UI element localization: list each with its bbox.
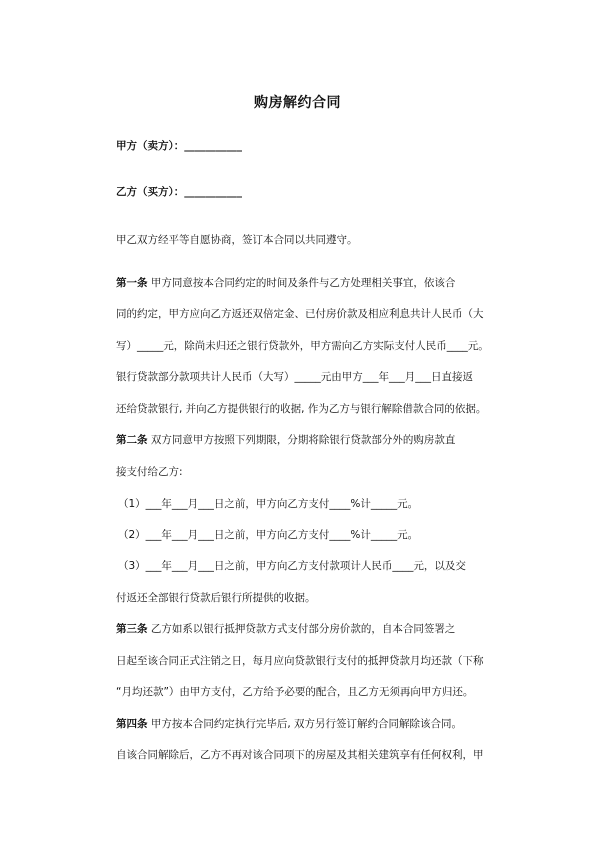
article-3-line-3: “月均还款”）由甲方支付，乙方给予必要的配合，且乙方无须再向甲方归还。 bbox=[116, 686, 474, 698]
party-b-line: 乙方（买方）：___________ bbox=[116, 186, 242, 198]
article-3-line-1: 第三条 乙方如系以银行抵押贷款方式支付部分房价款的，自本合同签署之 bbox=[116, 623, 456, 635]
article-3-heading: 第三条 bbox=[116, 623, 148, 635]
article-1-line-1: 第一条 甲方同意按本合同约定的时间及条件与乙方处理相关事宜，依该合 bbox=[116, 277, 456, 289]
article-1-line-3: 写）_____元，除尚未归还之银行贷款外，甲方需向乙方实际支付人民币____元。 bbox=[116, 340, 489, 352]
article-1-line-2: 同的约定，甲方应向乙方返还双倍定金、已付房价款及相应利息共计人民币（大 bbox=[116, 308, 484, 320]
payment-item-3: （3）___年___月___日之前，甲方向乙方支付款项计人民币____元，以及交 bbox=[118, 560, 466, 572]
article-4-heading: 第四条 bbox=[116, 718, 148, 730]
payment-item-2: （2）___年___月___日之前，甲方向乙方支付____%计_____元。 bbox=[118, 529, 419, 541]
article-2-heading: 第二条 bbox=[116, 434, 148, 446]
intro-text: 甲乙双方经平等自愿协商，签订本合同以共同遵守。 bbox=[116, 234, 358, 246]
document-title: 购房解约合同 bbox=[254, 95, 341, 111]
article-4-line-1: 第四条 甲方按本合同约定执行完毕后, 双方另行签订解约合同解除该合同。 bbox=[116, 718, 463, 730]
payment-item-3-cont: 付返还全部银行贷款后银行所提供的收据。 bbox=[116, 592, 316, 604]
article-2-line-1: 第二条 双方同意甲方按照下列期限，分期将除银行贷款部分外的购房款直 bbox=[116, 434, 456, 446]
party-a-line: 甲方（卖方）：___________ bbox=[116, 140, 242, 152]
article-2-line-2: 接支付给乙方: bbox=[116, 466, 183, 478]
article-1-heading: 第一条 bbox=[116, 277, 148, 289]
article-3-line-2: 日起至该合同正式注销之日，每月应向贷款银行支付的抵押贷款月均还款（下称 bbox=[116, 655, 484, 667]
article-4-line-2: 自该合同解除后，乙方不再对该合同项下的房屋及其相关建筑享有任何权利，甲 bbox=[116, 749, 484, 761]
article-1-line-4: 银行贷款部分款项共计人民币（大写）_____元由甲方___年___月___日直接返 bbox=[116, 371, 473, 383]
article-1-line-5: 还给贷款银行, 并向乙方提供银行的收据, 作为乙方与银行解除借款合同的依据。 bbox=[116, 403, 487, 415]
payment-item-1: （1）___年___月___日之前，甲方向乙方支付____%计_____元。 bbox=[118, 498, 419, 510]
